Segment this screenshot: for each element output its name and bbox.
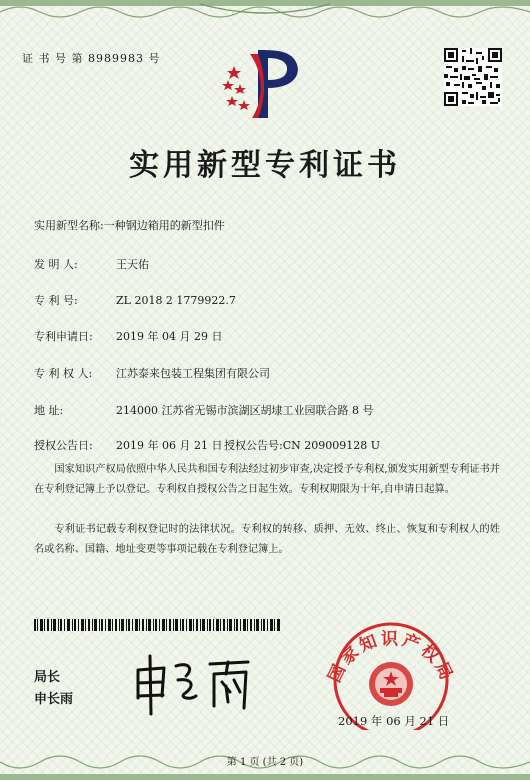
inventor-value: 王天佑 [116,258,149,271]
announcement-number-label: 授权公告号: [224,439,283,452]
filing-date-value: 2019 年 04 月 29 日 [116,330,223,343]
filing-date-label: 专利申请日: [34,330,93,343]
announcement-date-value: 2019 年 06 月 21 日 [116,439,223,452]
patentee-label: 专 利 权 人: [34,367,93,380]
patentee-value: 江苏泰来包装工程集团有限公司 [116,367,270,380]
utility-model-name-row [34,217,225,233]
utility-model-name-label: 实用新型名称: [34,219,104,232]
grant-statement-paragraph: 国家知识产权局依照中华人民共和国专利法经过初步审查,决定授予专利权,颁发实用新型专利证书并在专利登记簿上予以登记。专利权自授权公告之日起生效。专利权期限为十年,自申请日起算。 [34,464,500,495]
barcode-icon [34,619,280,631]
address-row [34,402,373,418]
qr-code-icon [444,48,502,106]
address-label: 地 址: [34,404,64,417]
signatory-title: 局长 [34,670,61,685]
handwritten-signature [130,650,280,720]
patent-number-label: 专 利 号: [34,294,78,307]
national-emblem-icon [369,662,413,706]
legal-status-paragraph: 专利证书记载专利权登记时的法律状况。专利权的转移、质押、无效、终止、恢复和专利权人的姓名或名称、国籍、地址变更等事项记载在专利登记簿上。 [34,524,500,555]
inventor-label: 发 明 人: [34,258,78,271]
signatory-name: 申长雨 [34,692,74,707]
certificate-number: 证 书 号 第 8989983 号 [22,52,161,65]
utility-model-name-value: 一种钢边箱用的新型扣件 [103,219,225,232]
patent-number-row [34,292,236,308]
page-number: 第 1 页 (共 2 页) [226,757,304,768]
announcement-number-value: CN 209009128 U [282,439,381,452]
seal-text: 国家知识产权局 [324,629,458,686]
patent-number-value: ZL 2018 2 1779922.7 [116,294,236,307]
seal-date: 2019 年 06 月 21 日 [338,714,450,728]
top-ornament-border [0,0,530,22]
announcement-row [34,437,380,453]
patentee-row [34,365,270,381]
filing-date-row [34,328,222,344]
cnipa-logo-icon [214,44,314,124]
inventor-row [34,256,149,272]
announcement-date-label: 授权公告日: [34,439,93,452]
address-value: 214000 江苏省无锡市滨湖区胡埭工业园联合路 8 号 [116,404,374,417]
certificate-title: 实用新型专利证书 [129,148,401,183]
